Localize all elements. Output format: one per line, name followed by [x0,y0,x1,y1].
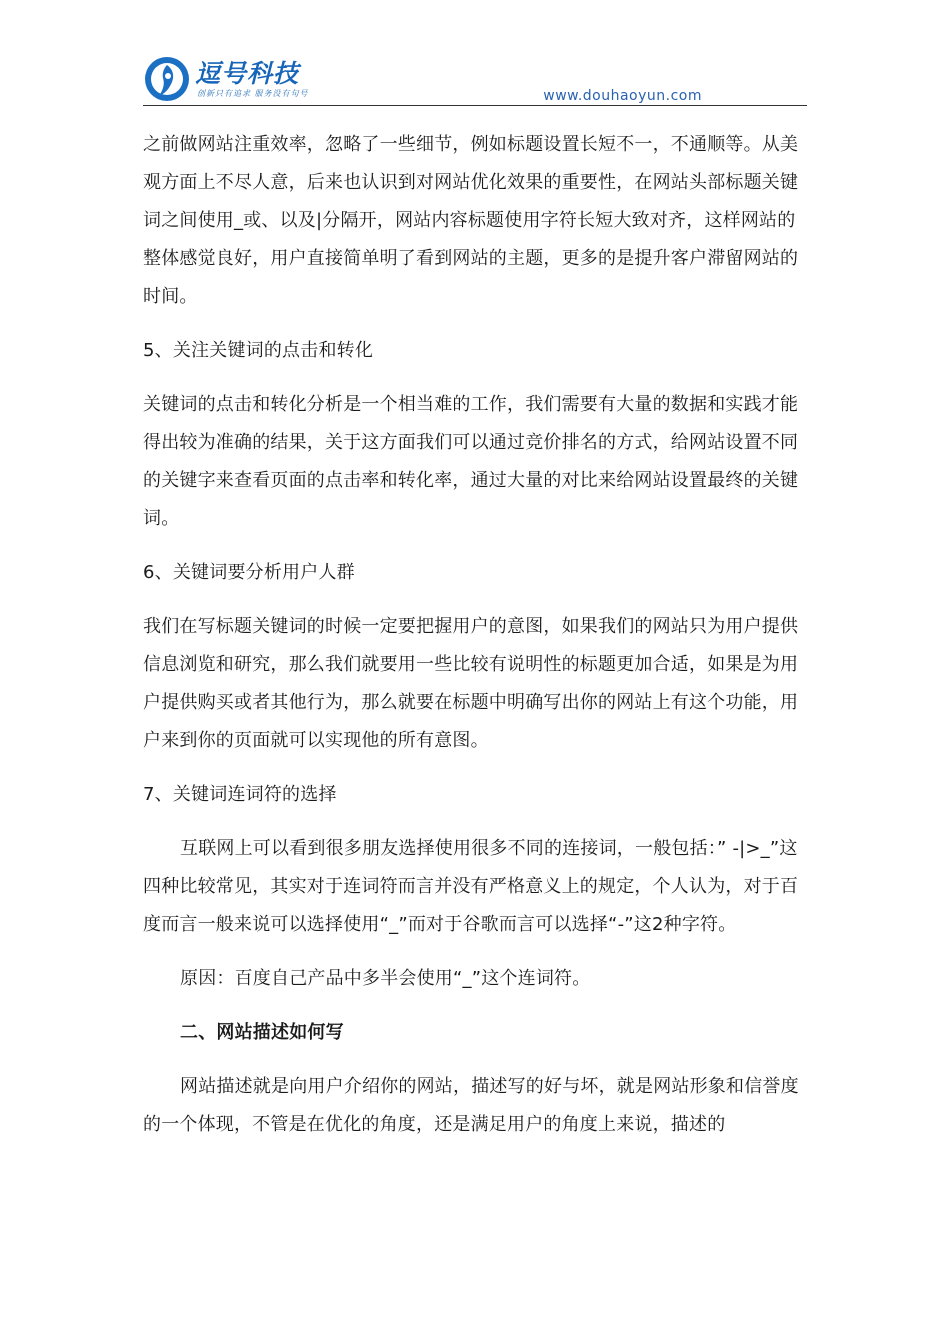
heading-point-7: 7、关键词连词符的选择 [143,784,337,805]
heading-point-6: 6、关键词要分析用户人群 [143,562,355,583]
paragraph-reason: 原因：百度自己产品中多半会使用“_”这个连词符。 [180,968,591,989]
header-divider [143,105,807,106]
section-heading-description: 二、网站描述如何写 [180,1022,344,1043]
paragraph-click-conversion: 关键词的点击和转化分析是一个相当难的工作，我们需要有大量的数据和实践才能得出较为准确的结果，关于这方面我们可以通过竞价排名的方式，给网站设置不同的关键字来查看页面的点击率和转化率，通过大量的对比来给网站设置最终的关键词。 [143,394,799,529]
logo-mark-icon [144,56,190,102]
paragraph-user-intent: 我们在写标题关键词的时候一定要把握用户的意图，如果我们的网站只为用户提供信息浏览和研究，那么我们就要用一些比较有说明性的标题更加合适，如果是为用户提供购买或者其他行为，那么就要在标题中明确写出你的网站上有这个功能，用户来到你的页面就可以实现他的所有意图。 [143,616,799,751]
site-url-link[interactable]: www.douhaoyun.com [543,88,702,104]
paragraph-title-tips: 之前做网站注重效率，忽略了一些细节，例如标题设置长短不一，不通顺等。从美观方面上不尽人意，后来也认识到对网站优化效果的重要性，在网站头部标题关键词之间使用_或、以及|分隔开，网站内容标题使用字符长短大致对齐，这样网站的整体感觉良好，用户直接简单明了看到网站的主题，更多的是提升客户滞留网站的时间。 [143,134,799,307]
heading-point-5: 5、关注关键词的点击和转化 [143,340,374,361]
company-logo [143,54,333,104]
paragraph-description-intro: 网站描述就是向用户介绍你的网站，描述写的好与坏，就是网站形象和信誉度的一个体现，不管是在优化的角度，还是满足用户的角度上来说，描述的 [143,1076,799,1135]
page-header [143,54,807,106]
company-slogan: 创新只有追求 服务没有句号 [197,89,309,98]
company-name: 逗号科技 [195,59,300,88]
paragraph-connectors: 互联网上可以看到很多朋友选择使用很多不同的连接词，一般包括：” -|>_”这四种比较常见，其实对于连词符而言并没有严格意义上的规定，个人认为，对于百度而言一般来说可以选择使用“_”而对于谷歌而言可以选择“-”这2种字符。 [143,838,799,935]
document-body [143,126,807,1144]
